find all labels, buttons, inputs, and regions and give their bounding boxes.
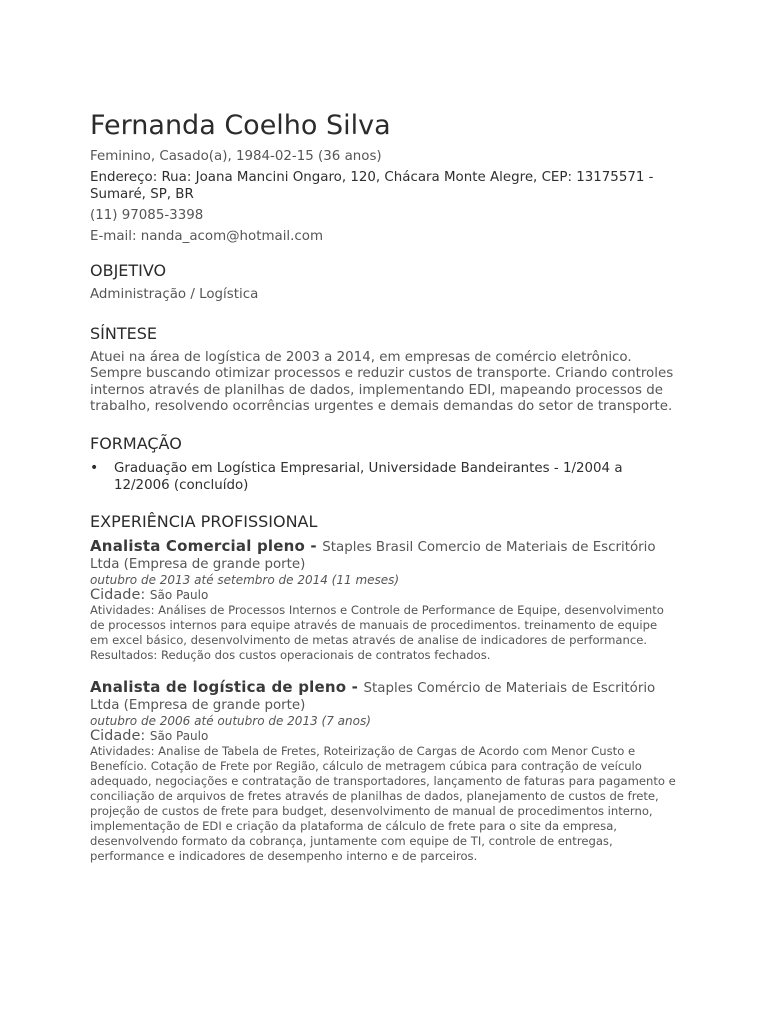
job-heading — [90, 679, 678, 714]
job-city — [90, 729, 678, 744]
job-entry — [90, 679, 678, 864]
job-company: Staples Comércio de Materiais de Escritório Ltda (Empresa de grande porte) — [90, 680, 656, 713]
formacao-item-text: Graduação em Logística Empresarial, Universidade Bandeirantes - 1/2004 a 12/2006 (concluído) — [114, 460, 623, 493]
email: E-mail: nanda_acom@hotmail.com — [90, 229, 324, 244]
section-title-experiencia: EXPERIÊNCIA PROFISSIONAL — [90, 511, 318, 531]
job-title: Analista Comercial pleno - — [90, 536, 323, 555]
section-title-objetivo: OBJETIVO — [90, 261, 167, 280]
candidate-name: Fernanda Coelho Silva — [90, 110, 391, 141]
section-title-formacao: FORMAÇÃO — [90, 433, 182, 453]
job-city-label: Cidade: — [90, 586, 150, 603]
job-entry — [90, 538, 678, 663]
list-item — [90, 459, 678, 494]
job-city-value: São Paulo — [149, 728, 209, 743]
sintese-text: Atuei na área de logística de 2003 a 2014, em empresas de comércio eletrônico. Sempre buscando otimizar processos e reduzir custos de transporte. Criando controles internos através de planilhas de dados, implementando EDI, mapeando processos de trabalho, resolvendo ocorrências urgentes e demais demandas do setor de transporte. — [90, 349, 674, 414]
job-results: Resultados: Redução dos custos operacionais de contratos fechados. — [90, 647, 491, 662]
job-title: Analista de logística de pleno - — [90, 677, 364, 696]
job-activities: Atividades: Analise de Tabela de Fretes, Roteirização de Cargas de Acordo com Menor Custo e Benefício. Cotação de Frete por Região, cálculo de metragem cúbica para contração de veículo adequado, negociações e contratação de transportadores, lançamento de faturas para pagamento e conciliação de arquivos de fretes através de planilhas de dados, planejamento de custos de frete, projeção de custos de frete para budget, desenvolvimento de manual de procedimentos interno, implementação de EDI e criação da plataforma de cálculo de frete para o site da empresa, desenvolvendo formato da cobrança, juntamente com equipe de TI, controle de entregas, performance e indicadores de desempenho interno e de parceiros. — [90, 743, 676, 863]
job-activities: Atividades: Análises de Processos Internos e Controle de Performance de Equipe, desenvolvimento de processos internos para equipe através de manuais de procedimentos. treinamento de equipe em excel básico, desenvolvimento de metas através de analise de indicadores de performance. — [90, 602, 664, 647]
section-title-sintese: SÍNTESE — [90, 323, 157, 343]
objetivo-text: Administração / Logística — [90, 287, 259, 302]
address: Endereço: Rua: Joana Mancini Ongaro, 120, Chácara Monte Alegre, CEP: 13175571 - Sumaré, SP, BR — [90, 170, 654, 202]
job-company: Staples Brasil Comercio de Materiais de Escritório Ltda (Empresa de grande porte) — [90, 539, 656, 572]
job-heading — [90, 538, 678, 573]
job-city-value: São Paulo — [149, 587, 209, 602]
personal-info: Feminino, Casado(a), 1984-02-15 (36 anos) — [90, 149, 382, 164]
job-period: outubro de 2006 até outubro de 2013 (7 anos) — [90, 713, 371, 728]
phone: (11) 97085-3398 — [90, 208, 204, 223]
bullet-icon: • — [90, 459, 99, 476]
job-city-label: Cidade: — [90, 727, 150, 744]
job-period: outubro de 2013 até setembro de 2014 (11 meses) — [90, 572, 400, 587]
formacao-list — [90, 460, 678, 494]
job-city — [90, 588, 678, 603]
